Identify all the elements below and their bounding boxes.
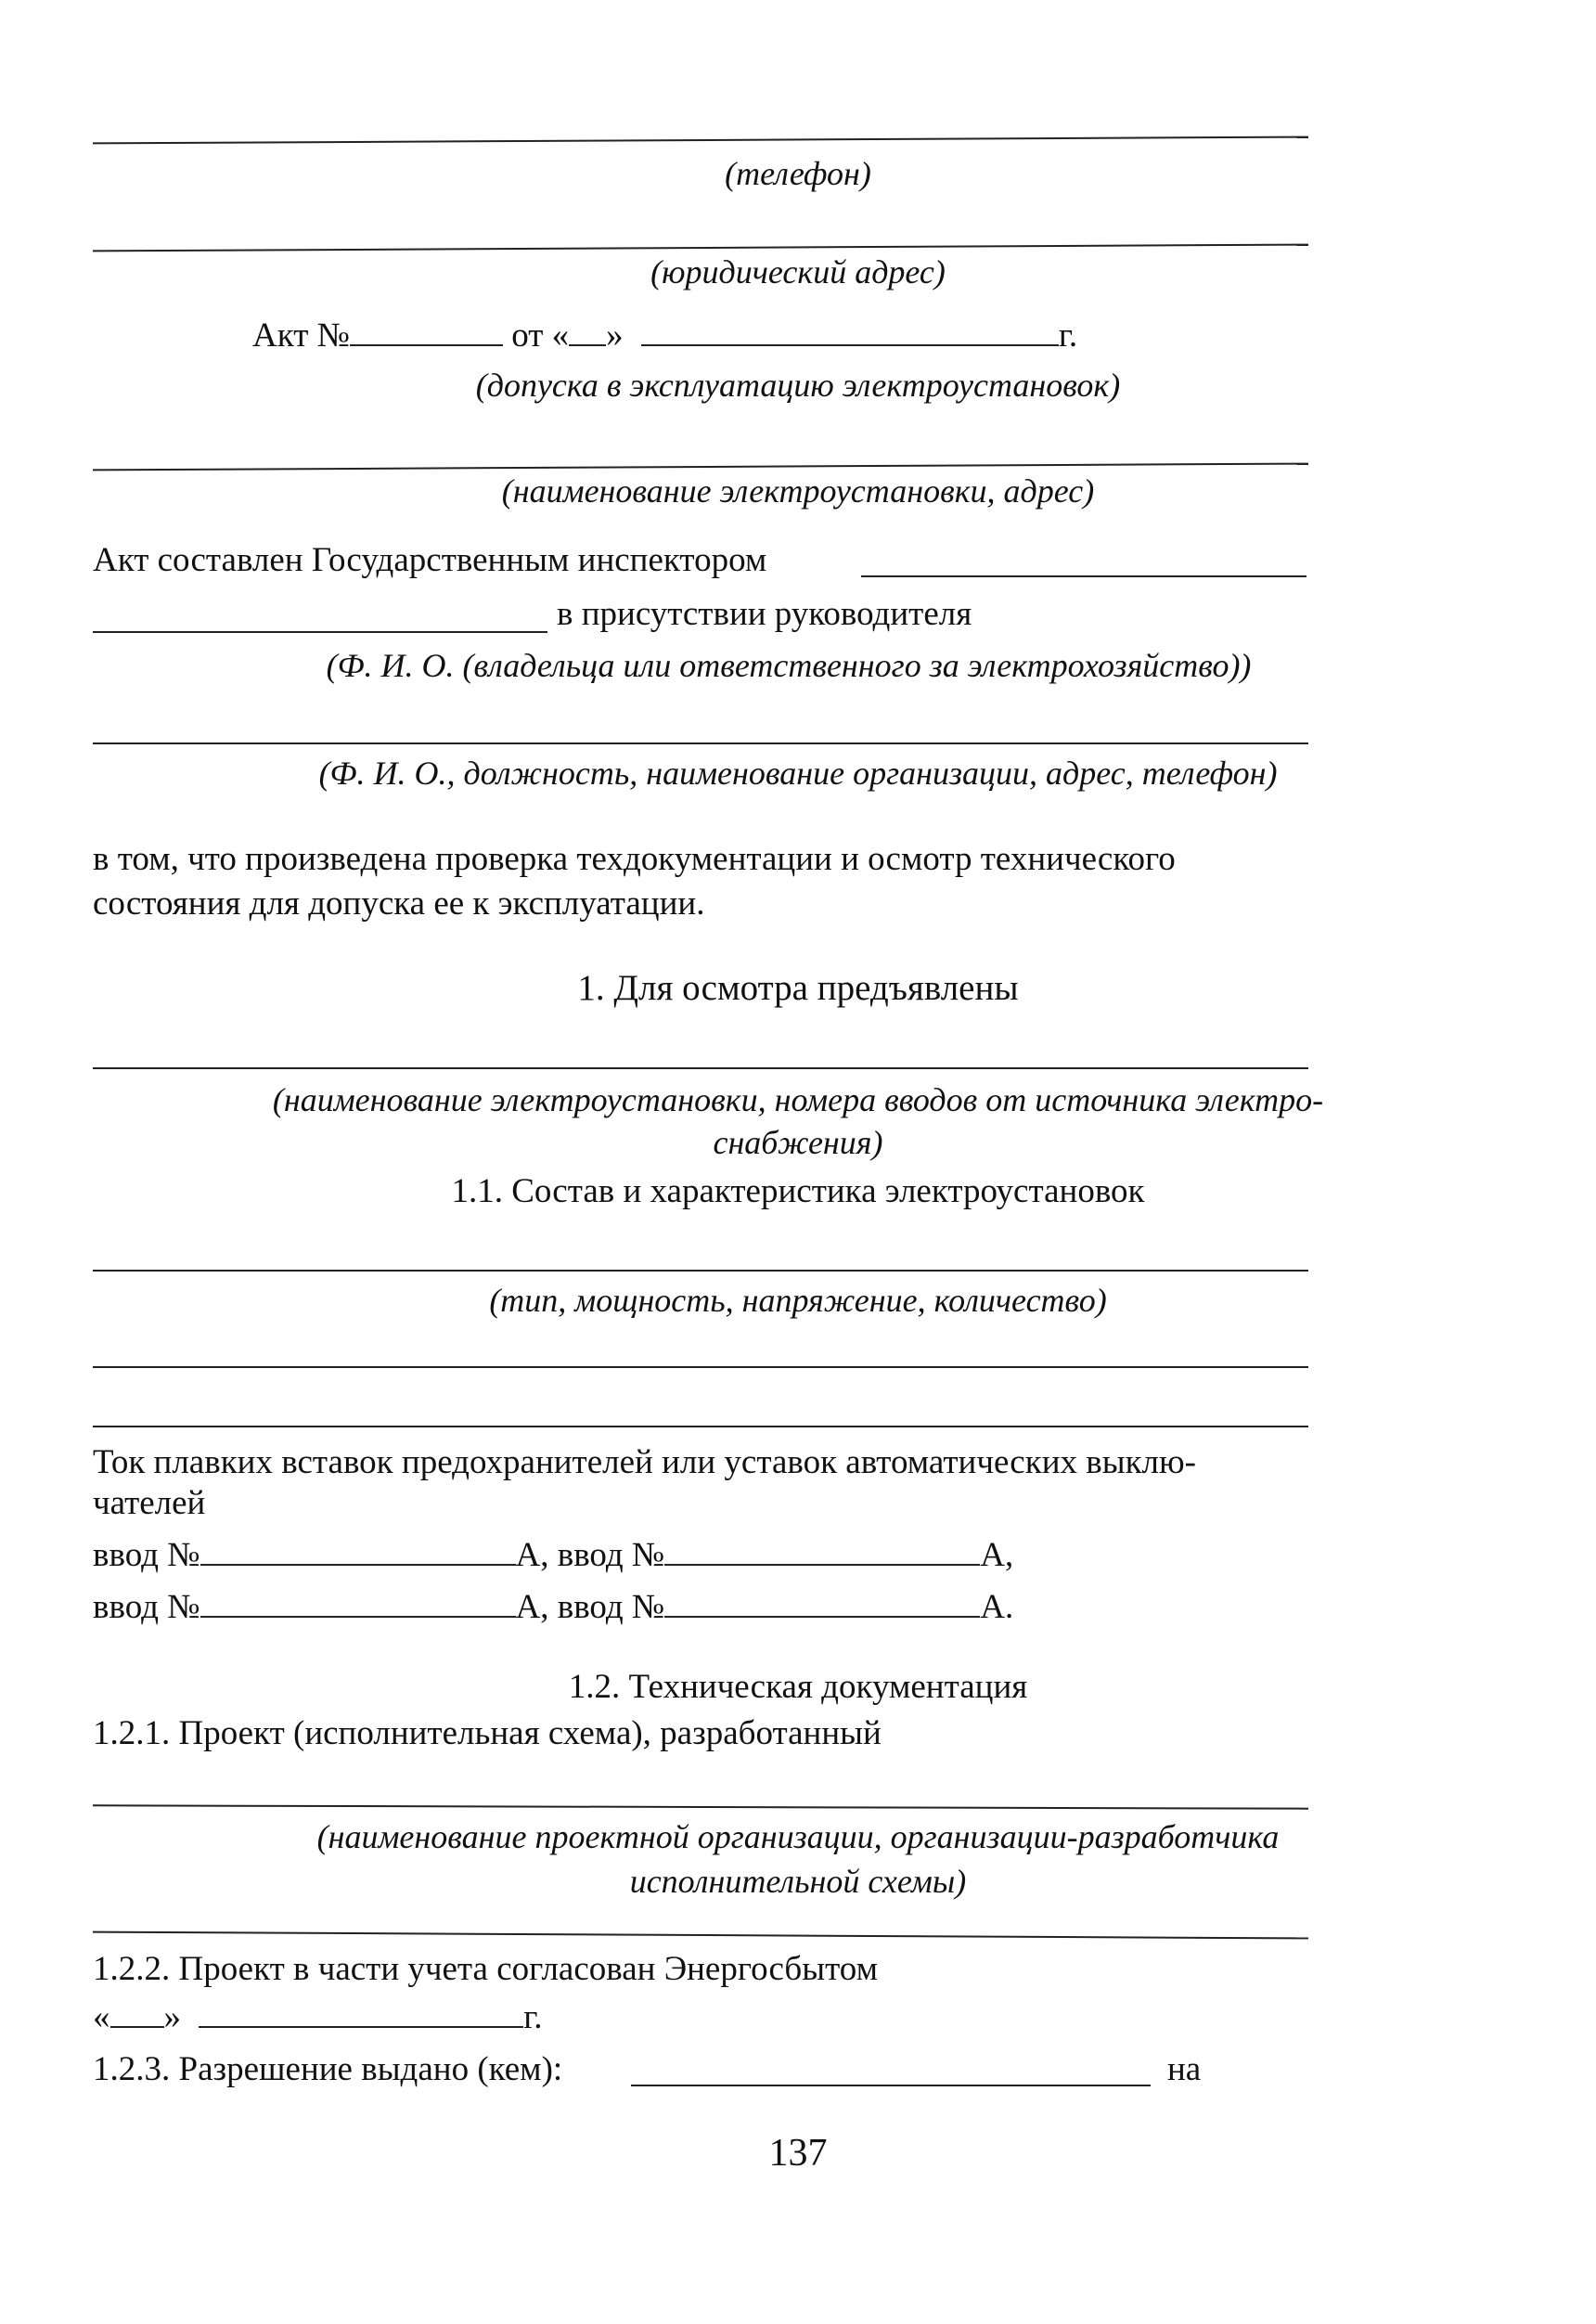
fuse-input-row-1 bbox=[93, 1535, 1013, 1575]
in-presence-text: в присутствии руководителя bbox=[557, 595, 972, 633]
inspector-fio-caption: (Ф. И. О., должность, наименование организации, адрес, телефон) bbox=[318, 755, 1278, 792]
owner-fio-caption: (Ф. И. О. (владельца или ответственного за электрохозяйство)) bbox=[326, 647, 1252, 684]
inspector-fio-line bbox=[93, 742, 1308, 744]
input-label: ввод № bbox=[93, 1588, 200, 1626]
design-org-caption-line-1: (наименование проектной организации, организации-разработчика bbox=[316, 1818, 1280, 1855]
design-org-caption-line-2: исполнительной схемы) bbox=[629, 1863, 967, 1900]
paragraph-line-2: состояния для допуска ее к эксплуатации. bbox=[93, 884, 705, 923]
section-1-line bbox=[93, 1067, 1308, 1069]
section-1-2-heading: 1.2. Техническая документация bbox=[568, 1668, 1028, 1706]
act-date-from: от « bbox=[511, 316, 570, 355]
inputs-caption-line-2: снабжения) bbox=[713, 1124, 883, 1161]
legal-address-line bbox=[93, 244, 1308, 252]
equipment-line-2 bbox=[93, 1366, 1308, 1368]
paragraph-line-1: в том, что произведена проверка техдокументации и осмотр технического bbox=[93, 840, 1176, 878]
permission-issuer-line bbox=[631, 2085, 1151, 2086]
installation-name-line bbox=[93, 463, 1308, 471]
fuses-text-line-1: Ток плавких вставок предохранителей или уставок автоматических выклю- bbox=[93, 1443, 1196, 1481]
date-open-quote: « bbox=[93, 1998, 110, 2036]
design-org-line bbox=[93, 1804, 1308, 1809]
equipment-line bbox=[93, 1270, 1308, 1272]
design-org-line-2 bbox=[93, 1931, 1308, 1940]
equipment-caption: (тип, мощность, напряжение, количество) bbox=[489, 1282, 1107, 1319]
phone-line bbox=[93, 136, 1308, 145]
input-1-blank bbox=[200, 1536, 516, 1566]
input-label: ввод № bbox=[93, 1536, 200, 1574]
act-number-blank bbox=[350, 316, 503, 346]
legal-address-caption: (юридический адрес) bbox=[650, 253, 946, 290]
compiled-by-text: Акт составлен Государственным инспектором bbox=[93, 541, 767, 579]
equipment-line-3 bbox=[93, 1426, 1308, 1427]
act-purpose-caption: (допуска в эксплуатацию электроустановок) bbox=[475, 367, 1121, 404]
section-1-1-heading: 1.1. Состав и характеристика электроустановок bbox=[451, 1172, 1145, 1210]
act-month-blank bbox=[641, 316, 1059, 346]
date-close-quote: » bbox=[163, 1998, 181, 2036]
section-1-2-2-date bbox=[93, 1997, 543, 2037]
act-year-label: г. bbox=[1058, 316, 1078, 355]
inputs-caption-line-1: (наименование электроустановки, номера вводов от источника электро- bbox=[272, 1081, 1324, 1118]
amp-input-label: А, ввод № bbox=[515, 1536, 665, 1574]
amp-input-label: А, ввод № bbox=[515, 1588, 665, 1626]
section-1-2-1-text: 1.2.1. Проект (исполнительная схема), разработанный bbox=[93, 1714, 882, 1752]
phone-caption: (телефон) bbox=[725, 155, 871, 192]
inspector-name-line-2 bbox=[93, 631, 547, 633]
act-day-blank bbox=[569, 316, 606, 346]
date-month-blank bbox=[199, 1998, 523, 2028]
section-1-2-2-text: 1.2.2. Проект в части учета согласован Энергосбытом bbox=[93, 1950, 878, 1988]
date-day-blank bbox=[110, 1998, 164, 2028]
amp-dot-label: А. bbox=[980, 1588, 1014, 1626]
input-3-blank bbox=[200, 1588, 516, 1618]
act-number-label: Акт № bbox=[252, 316, 350, 355]
input-2-blank bbox=[664, 1536, 980, 1566]
inspector-name-line bbox=[861, 575, 1306, 577]
act-quote-close: » bbox=[606, 316, 624, 355]
act-number-line bbox=[252, 316, 1077, 355]
input-4-blank bbox=[664, 1588, 980, 1618]
section-1-2-3-tail: на bbox=[1167, 2050, 1202, 2088]
installation-name-caption: (наименование электроустановки, адрес) bbox=[501, 472, 1095, 510]
date-year-label: г. bbox=[523, 1998, 543, 2036]
fuses-text-line-2: чателей bbox=[93, 1484, 206, 1522]
fuse-input-row-2 bbox=[93, 1587, 1013, 1627]
section-1-2-3-text: 1.2.3. Разрешение выдано (кем): bbox=[93, 2050, 563, 2088]
section-1-heading: 1. Для осмотра предъявлены bbox=[577, 968, 1019, 1008]
amp-comma-label: А, bbox=[980, 1536, 1014, 1574]
page-number: 137 bbox=[768, 2132, 828, 2175]
